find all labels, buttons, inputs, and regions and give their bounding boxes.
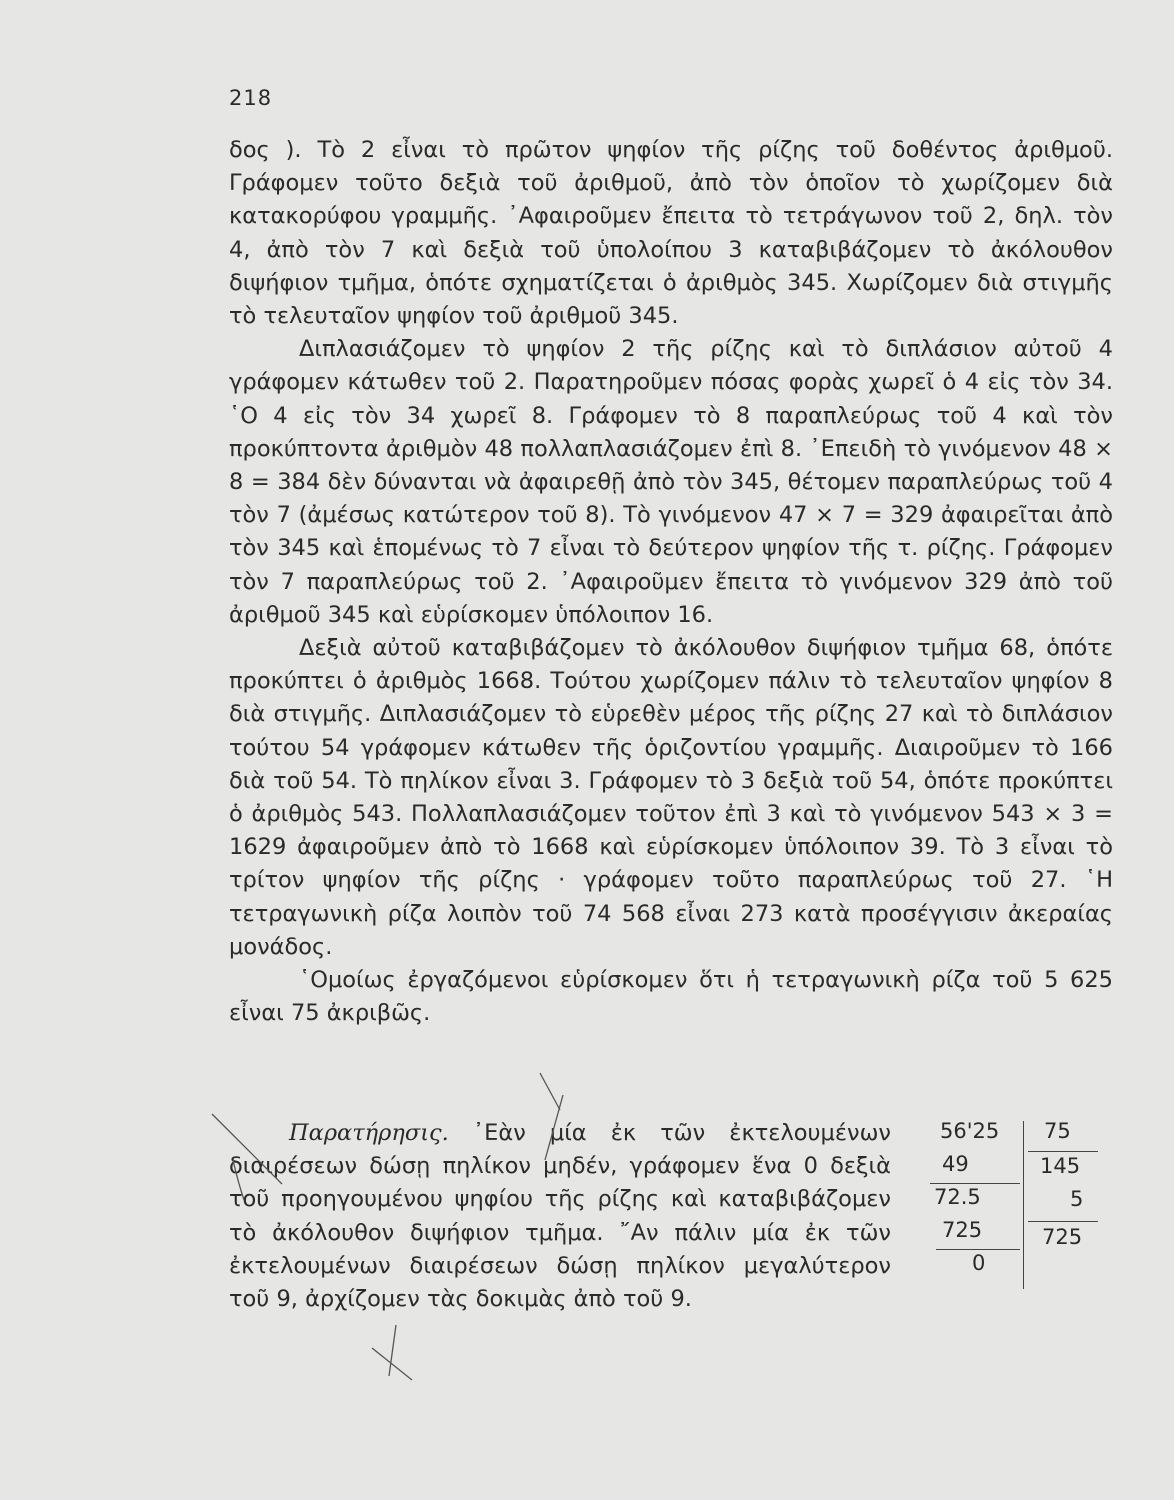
remark-title: Παρατήρησις. bbox=[289, 1120, 449, 1146]
pencil-stroke-1 bbox=[212, 1114, 282, 1184]
remark-text: ᾿Εὰν μία ἐκ τῶν ἐκτελουμένων διαιρέσεων δώσῃ πηλίκον μηδέν, γράφομεν ἕνα 0 δεξιὰ τοῦ προηγουμένου ψηφίου τῆς ρίζης καὶ καταβιβάζομεν τὸ ἀκόλουθον διψήφιον τμῆμα. ῎Αν πάλιν μία ἐκ τῶν ἐκτελουμένων διαιρέσεων δώσῃ πηλίκον μεγαλύτερον τοῦ 9, ἀρχίζομεν τὰς δοκιμὰς ἀπὸ τοῦ 9. bbox=[229, 1120, 891, 1313]
division-right-3: 5 bbox=[1070, 1187, 1084, 1211]
pencil-stroke-2 bbox=[233, 1160, 244, 1200]
pencil-stroke-6 bbox=[389, 1325, 396, 1376]
pencil-stroke-3 bbox=[540, 1073, 560, 1110]
page-number: 218 bbox=[229, 86, 273, 110]
division-right-2: 145 bbox=[1040, 1154, 1081, 1178]
pencil-stroke-4 bbox=[545, 1095, 563, 1160]
division-left-2: 49 bbox=[942, 1152, 969, 1176]
division-left-3: 72.5 bbox=[934, 1185, 981, 1209]
paragraph-4: ῾Ομοίως ἐργαζόμενοι εὑρίσκομεν ὅτι ἡ τετραγωνικὴ ρίζα τοῦ 5 625 εἶναι 75 ἀκριβῶς. bbox=[229, 967, 1113, 1027]
division-right-4: 725 bbox=[1042, 1225, 1083, 1249]
division-left-1: 56'25 bbox=[940, 1119, 1000, 1143]
division-right-1: 75 bbox=[1044, 1119, 1071, 1143]
paragraph-3: Δεξιὰ αὐτοῦ καταβιβάζομεν τὸ ἀκόλουθον διψήφιον τμῆμα 68, ὁπότε προκύπτει ὁ ἀριθμὸς 1668. Τούτου χωρίζομεν πάλιν τὸ τελευταῖον ψηφίον 8 διὰ στιγμῆς. Διπλασιάζομεν τὸ εὑρεθὲν μέρος τῆς ρίζης 27 καὶ τὸ διπλάσιον τούτου 54 γράφομεν κάτωθεν τῆς ὁριζοντίου γραμμῆς. Διαιροῦμεν τὸ 166 διὰ τοῦ 54. Τὸ πηλίκον εἶναι 3. Γράφομεν τὸ 3 δεξιὰ τοῦ 54, ὁπότε προκύπτει ὁ ἀριθμὸς 543. Πολλαπλασιάζομεν τοῦτον ἐπὶ 3 καὶ τὸ γινόμενον 543 × 3 = 1629 ἀφαιροῦμεν ἀπὸ τὸ 1668 καὶ εὑρίσκομεν ὑπόλοιπον 39. Τὸ 3 εἶναι τὸ τρίτον ψηφίον τῆς ρίζης · γράφομεν τοῦτο παραπλεύρως τοῦ 27. ῾Η τετραγωνικὴ ρίζα λοιπὸν τοῦ 74 568 εἶναι 273 κατὰ προσέγγισιν ἀκεραίας μονάδος. bbox=[229, 635, 1113, 960]
division-left-5: 0 bbox=[972, 1251, 986, 1275]
division-left-4: 725 bbox=[942, 1218, 983, 1242]
paragraph-1: δος ). Τὸ 2 εἶναι τὸ πρῶτον ψηφίον τῆς ρίζης τοῦ δοθέντος ἀριθμοῦ. Γράφομεν τοῦτο δεξιὰ τοῦ ἀριθμοῦ, ἀπὸ τὸν ὁποῖον τὸ χωρίζομεν διὰ κατακορύφου γραμμῆς. ᾿Αφαιροῦμεν ἔπειτα τὸ τετράγωνον τοῦ 2, δηλ. τὸν 4, ἀπὸ τὸν 7 καὶ δεξιὰ τοῦ ὑπολοίπου 3 καταβιβάζομεν τὸ ἀκόλουθον διψήφιον τμῆμα, ὁπότε σχηματίζεται ὁ ἀριθμὸς 345. Χωρίζομεν διὰ στιγμῆς τὸ τελευταῖον ψηφίον τοῦ ἀριθμοῦ 345. bbox=[229, 137, 1113, 330]
paragraph-2: Διπλασιάζομεν τὸ ψηφίον 2 τῆς ρίζης καὶ τὸ διπλάσιον αὐτοῦ 4 γράφομεν κάτωθεν τοῦ 2. Παρατηροῦμεν πόσας φορὰς χωρεῖ ὁ 4 εἰς τὸν 34. ῾Ο 4 εἰς τὸν 34 χωρεῖ 8. Γράφομεν τὸ 8 παραπλεύρως τοῦ 4 καὶ τὸν προκύπτοντα ἀριθμὸν 48 πολλαπλασιάζομεν ἐπὶ 8. ᾿Επειδὴ τὸ γινόμενον 48 × 8 = 384 δὲν δύνανται νὰ ἀφαιρεθῇ ἀπὸ τὸν 345, θέτομεν παραπλεύρως τοῦ 4 τὸν 7 (ἀμέσως κατώτερον τοῦ 8). Τὸ γινόμενον 47 × 7 = 329 ἀφαιρεῖται ἀπὸ τὸν 345 καὶ ἑπομένως τὸ 7 εἶναι τὸ δεύτερον ψηφίον τῆς τ. ρίζης. Γράφομεν τὸν 7 παραπλεύρως τοῦ 2. ᾿Αφαιροῦμεν ἔπειτα τὸ γινόμενον 329 ἀπὸ τοῦ ἀριθμοῦ 345 καὶ εὑρίσκομεν ὑπόλοιπον 16. bbox=[229, 336, 1113, 628]
